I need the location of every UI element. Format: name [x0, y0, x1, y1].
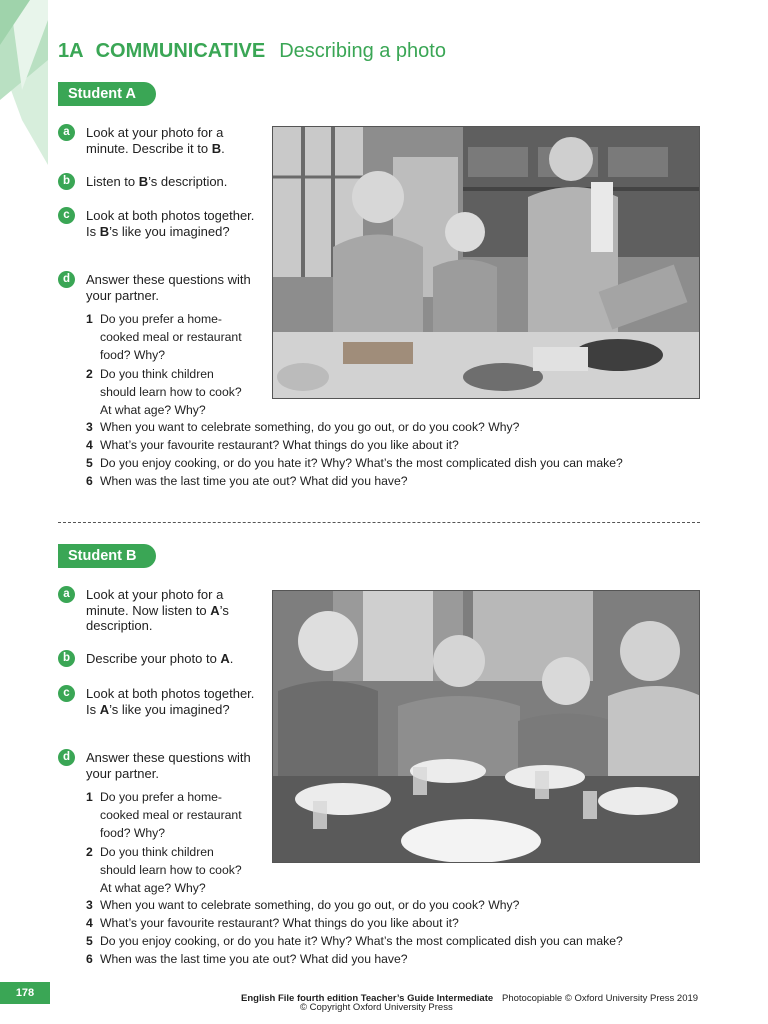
student-b-question-1: 1 Do you prefer a home-cooked meal or restaurant food? Why? [86, 790, 242, 840]
student-b-question-3: 3 When you want to celebrate something, do you go out, or do you cook? Why? [86, 898, 520, 912]
student-b-photo [272, 590, 700, 863]
student-b-question-5: 5 Do you enjoy cooking, or do you hate it? Why? What’s the most complicated dish you can make? [86, 934, 623, 948]
step-badge: a [58, 586, 75, 603]
step-badge: d [58, 749, 75, 766]
student-a-step-b: b Listen to B’s description. [58, 174, 258, 190]
student-b-step-b: b Describe your photo to A. [58, 651, 258, 667]
student-b-step-c: c Look at both photos together. Is A’s like you imagined? [58, 686, 258, 717]
step-badge: a [58, 124, 75, 141]
step-badge: b [58, 650, 75, 667]
corner-decoration [0, 0, 48, 165]
footer-copyright: © Copyright Oxford University Press [300, 1002, 453, 1013]
student-a-step-c: c Look at both photos together. Is B’s like you imagined? [58, 208, 258, 239]
footer-photocopiable: Photocopiable © Oxford University Press 2019 [502, 993, 699, 1004]
step-badge: c [58, 685, 75, 702]
student-a-question-6: 6 When was the last time you ate out? What did you have? [86, 474, 408, 488]
student-b-question-6: 6 When was the last time you ate out? What did you have? [86, 952, 408, 966]
student-b-question-2: 2 Do you think children should learn how to cook? At what age? Why? [86, 845, 242, 895]
unit-code: 1A [58, 40, 84, 62]
student-a-question-1: 1 Do you prefer a home-cooked meal or restaurant food? Why? [86, 312, 242, 362]
step-badge: b [58, 173, 75, 190]
student-a-question-5: 5 Do you enjoy cooking, or do you hate it? Why? What’s the most complicated dish you can make? [86, 456, 623, 470]
student-a-step-d: d Answer these questions with your partner. [58, 272, 258, 303]
student-b-step-d: d Answer these questions with your partner. [58, 750, 258, 781]
student-a-photo [272, 126, 700, 399]
activity-subtitle: Describing a photo [279, 40, 446, 62]
page-number: 178 [0, 982, 50, 1004]
section-divider [58, 522, 700, 523]
student-b-question-4: 4 What’s your favourite restaurant? What things do you like about it? [86, 916, 459, 930]
student-b-label: Student B [58, 544, 156, 568]
activity-kind: COMMUNICATIVE [95, 40, 266, 62]
page-title [58, 40, 446, 63]
step-badge: d [58, 271, 75, 288]
student-a-question-2: 2 Do you think children should learn how to cook? At what age? Why? [86, 367, 242, 417]
student-a-label: Student A [58, 82, 156, 106]
step-badge: c [58, 207, 75, 224]
footer-book-title: English File fourth edition Teacher’s Guide Intermediate [241, 993, 494, 1004]
student-a-question-3: 3 When you want to celebrate something, do you go out, or do you cook? Why? [86, 420, 520, 434]
student-a-question-4: 4 What’s your favourite restaurant? What things do you like about it? [86, 438, 459, 452]
student-a-step-a: a Look at your photo for a minute. Describe it to B. [58, 125, 258, 156]
student-b-step-a: a Look at your photo for a minute. Now listen to A’s description. [58, 587, 258, 634]
